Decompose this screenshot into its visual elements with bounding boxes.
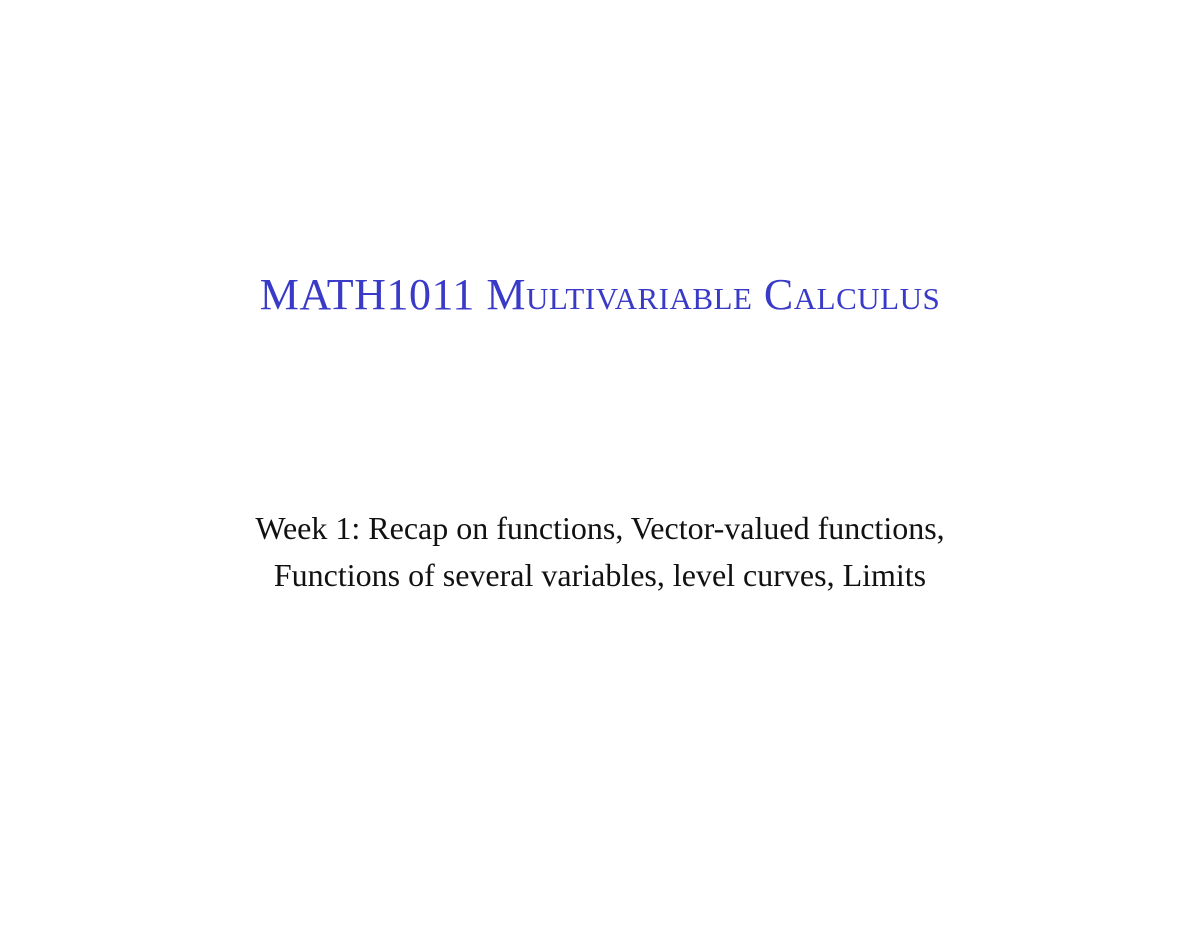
slide-title bbox=[0, 266, 1200, 324]
subtitle-line-1: Week 1: Recap on functions, Vector-valued functions, bbox=[255, 510, 945, 546]
slide-subtitle bbox=[0, 505, 1200, 599]
course-code: MATH1011 bbox=[259, 270, 475, 319]
course-name: Multivariable Calculus bbox=[486, 270, 941, 319]
subtitle-line-2: Functions of several variables, level curves, Limits bbox=[273, 557, 927, 593]
